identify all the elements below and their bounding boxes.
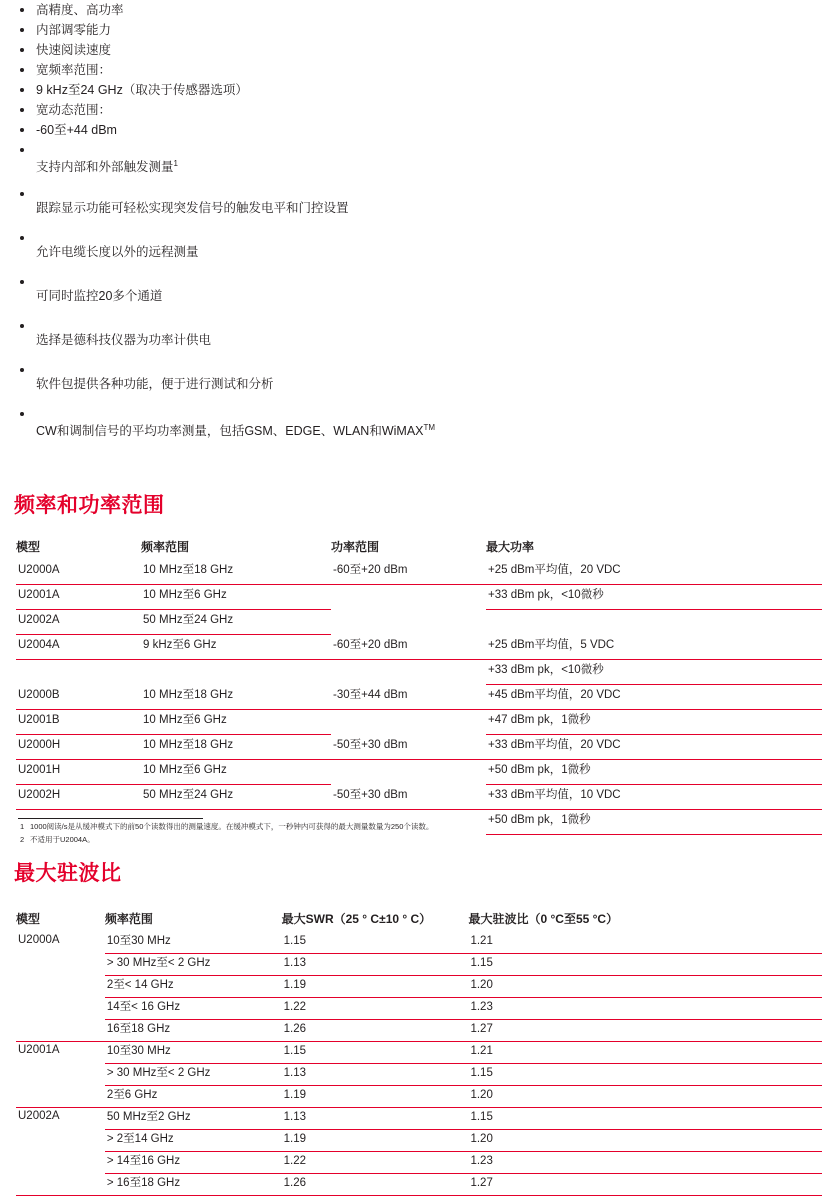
footnote-divider: [18, 818, 203, 819]
column-header: 模型: [16, 912, 41, 926]
table-cell-model: [16, 1020, 105, 1042]
list-item: [18, 0, 808, 20]
table-cell-power: [331, 710, 486, 735]
table-cell-model: [16, 954, 105, 976]
list-item-label: 选择是德科技仪器为功率计供电: [36, 333, 212, 347]
list-item: [18, 40, 808, 60]
table-header-row: [16, 538, 822, 560]
table-cell-power: [331, 760, 486, 785]
list-item-label: 可同时监控20多个通道: [36, 289, 163, 303]
table-cell-model: U2000B: [16, 685, 141, 710]
table-cell-power: -30至+44 dBm: [331, 685, 486, 710]
list-item-label: 9 kHz至24 GHz（取决于传感器选项）: [36, 83, 248, 97]
list-item: [18, 360, 808, 404]
table-row: [16, 932, 822, 954]
footnote-1: 1 1000阅读/s是从缓冲模式下的前50个读数得出的测量速度。在缓冲模式下，一秒钟内可获得的最大测量数量为250个读数。: [20, 822, 434, 831]
frequency-power-table: [16, 538, 822, 835]
table-row: [16, 1020, 822, 1042]
table-row: [16, 785, 822, 810]
table-row: [16, 735, 822, 760]
list-item: [18, 140, 808, 184]
column-header: 模型: [16, 540, 41, 554]
column-header: 频率范围: [141, 540, 190, 554]
table-cell-max: +50 dBm pk，1微秒: [486, 810, 822, 835]
table-row: [16, 1174, 822, 1196]
table-cell-model: U2001A: [16, 585, 141, 610]
table-row: [16, 685, 822, 710]
table-cell-power: -60至+20 dBm: [331, 635, 486, 660]
table-cell-model: [16, 1152, 105, 1174]
table-cell-model: U2001H: [16, 760, 141, 785]
list-item: [18, 80, 808, 100]
table-row: [16, 1130, 822, 1152]
table-row: [16, 1064, 822, 1086]
table-cell-freq: 10 MHz至18 GHz: [141, 685, 331, 710]
table-cell-swr2: 1.15: [468, 1108, 822, 1130]
table-cell-swr: 1.15: [282, 932, 469, 954]
table-row: [16, 998, 822, 1020]
list-item: [18, 60, 808, 80]
column-header: 最大SWR（25 ° C±10 ° C）: [281, 912, 432, 926]
table-cell-swr: 1.26: [282, 1174, 469, 1196]
table-cell-freq: 14至< 16 GHz: [105, 998, 282, 1020]
table-row: [16, 610, 822, 635]
table-cell-freq: 2至6 GHz: [105, 1086, 282, 1108]
table-cell-model: [16, 998, 105, 1020]
table-cell-freq: 50 MHz至24 GHz: [141, 610, 331, 635]
column-header: 最大驻波比（0 °C至55 °C）: [468, 912, 619, 926]
table-cell-power: -60至+20 dBm: [331, 560, 486, 585]
table-cell-model: U2001A: [18, 1044, 60, 1056]
table-cell-swr2: 1.27: [468, 1174, 822, 1196]
table-cell-max: +33 dBm pk，<10微秒: [486, 585, 822, 610]
column-header: 最大功率: [486, 540, 535, 554]
table-row: [16, 560, 822, 585]
list-item-label: CW和调制信号的平均功率测量，包括GSM、EDGE、WLAN和WiMAX™: [36, 423, 436, 439]
table-cell-model: U2004A: [16, 635, 141, 660]
column-header: 频率范围: [104, 912, 153, 926]
table-row: [16, 585, 822, 610]
table-cell-freq: 10 MHz至6 GHz: [141, 710, 331, 735]
table-cell-max: +47 dBm pk，1微秒: [486, 710, 822, 735]
list-item: [18, 20, 808, 40]
table-row: [16, 1042, 822, 1064]
list-item-label: 高精度、高功率: [36, 3, 124, 17]
table-cell-swr2: 1.20: [468, 1130, 822, 1152]
table-cell-swr: 1.26: [282, 1020, 469, 1042]
list-item: [18, 228, 808, 272]
list-item-label: 宽动态范围：: [36, 103, 112, 117]
table-cell-swr: 1.19: [282, 976, 469, 998]
table-cell-freq: 10 MHz至18 GHz: [141, 560, 331, 585]
list-item-label: 快速阅读速度: [36, 43, 112, 57]
table-cell-max: +33 dBm pk，<10微秒: [486, 660, 822, 685]
table-cell-swr: 1.15: [282, 1042, 469, 1064]
list-item: [18, 272, 808, 316]
table-cell-model: U2002H: [16, 785, 141, 810]
table-cell-swr: 1.13: [282, 1108, 469, 1130]
column-header: 功率范围: [331, 540, 380, 554]
list-item: [18, 184, 808, 228]
list-item-label: 允许电缆长度以外的远程测量: [36, 245, 199, 259]
table-cell-model: [16, 1130, 105, 1152]
section-title-max-swr: 最大驻波比: [14, 862, 122, 885]
list-item: [18, 120, 808, 140]
table-row: [16, 1152, 822, 1174]
table-cell-max: +45 dBm平均值，20 VDC: [486, 685, 822, 710]
table-cell-max: +33 dBm平均值，20 VDC: [486, 735, 822, 760]
table-row: [16, 976, 822, 998]
list-item-label: 支持内部和外部触发测量$^1$: [36, 159, 178, 175]
table-cell-swr: 1.13: [282, 954, 469, 976]
table-cell-power: -50至+30 dBm: [331, 735, 486, 760]
table-cell-freq: 50 MHz至24 GHz: [141, 785, 331, 810]
table-cell-freq: > 2至14 GHz: [105, 1130, 282, 1152]
table-row: [16, 1086, 822, 1108]
table-cell-freq: 10至30 MHz: [105, 1042, 282, 1064]
table-cell-swr2: 1.15: [468, 954, 822, 976]
table-cell-model: [16, 1174, 105, 1196]
table-cell-power: [331, 610, 486, 635]
table-cell-freq: > 30 MHz至< 2 GHz: [105, 954, 282, 976]
table-cell-model: [16, 660, 141, 685]
table-cell-max: +33 dBm平均值，10 VDC: [486, 785, 822, 810]
table-cell-freq: 10至30 MHz: [105, 932, 282, 954]
table-cell-model: [16, 1064, 105, 1086]
table-cell-max: +25 dBm平均值，20 VDC: [486, 560, 822, 585]
table-cell-swr: 1.22: [282, 1152, 469, 1174]
list-item-label: 软件包提供各种功能，便于进行测试和分析: [36, 377, 274, 391]
table-cell-model: [16, 1086, 105, 1108]
max-swr-table: [16, 910, 822, 1196]
table-cell-model: U2000A: [18, 934, 60, 946]
list-item: [18, 316, 808, 360]
table-cell-swr2: 1.23: [468, 998, 822, 1020]
table-cell-freq: 10 MHz至6 GHz: [141, 760, 331, 785]
list-item: [18, 404, 808, 448]
table-row: [16, 954, 822, 976]
table-cell-max: +25 dBm平均值，5 VDC: [486, 635, 822, 660]
table-cell-freq: 16至18 GHz: [105, 1020, 282, 1042]
list-item: [18, 100, 808, 120]
table-cell-power: [331, 585, 486, 610]
table-cell-model: U2002A: [16, 610, 141, 635]
table-cell-power: -50至+30 dBm: [331, 785, 486, 810]
table-cell-max: [486, 610, 822, 635]
table-cell-power: [331, 660, 486, 685]
list-item-label: 跟踪显示功能可轻松实现突发信号的触发电平和门控设置: [36, 201, 349, 215]
table-row: [16, 660, 822, 685]
footnote-marker: 2: [20, 835, 25, 844]
table-cell-swr2: 1.20: [468, 976, 822, 998]
table-cell-swr2: 1.23: [468, 1152, 822, 1174]
table-cell-swr2: 1.20: [468, 1086, 822, 1108]
table-cell-freq: > 30 MHz至< 2 GHz: [105, 1064, 282, 1086]
table-cell-swr: 1.22: [282, 998, 469, 1020]
table-cell-freq: 10 MHz至6 GHz: [141, 585, 331, 610]
table-cell-freq: 50 MHz至2 GHz: [105, 1108, 282, 1130]
table-cell-freq: [141, 660, 331, 685]
list-item-label: 内部调零能力: [36, 23, 112, 37]
table-header-row: [16, 910, 822, 932]
table-cell-swr2: 1.15: [468, 1064, 822, 1086]
table-cell-freq: 2至< 14 GHz: [105, 976, 282, 998]
table-cell-max: +50 dBm pk，1微秒: [486, 760, 822, 785]
feature-bullet-list: [18, 0, 808, 448]
table-cell-swr: 1.19: [282, 1086, 469, 1108]
table-cell-freq: > 14至16 GHz: [105, 1152, 282, 1174]
table-cell-swr2: 1.21: [468, 932, 822, 954]
table-row: [16, 1108, 822, 1130]
table-cell-freq: 9 kHz至6 GHz: [141, 635, 331, 660]
section-title-frequency-power: 频率和功率范围: [14, 494, 165, 517]
table-cell-model: U2000A: [16, 560, 141, 585]
table-row: [16, 760, 822, 785]
table-cell-model: U2002A: [18, 1110, 60, 1122]
footnote-2: 2 不适用于U2004A。: [20, 835, 95, 844]
table-cell-model: U2001B: [16, 710, 141, 735]
table-cell-model: [16, 976, 105, 998]
table-cell-swr: 1.19: [282, 1130, 469, 1152]
table-row: [16, 635, 822, 660]
table-row: [16, 710, 822, 735]
table-cell-swr2: 1.21: [468, 1042, 822, 1064]
table-cell-freq: > 16至18 GHz: [105, 1174, 282, 1196]
table-cell-swr: 1.13: [282, 1064, 469, 1086]
table-cell-model: U2000H: [16, 735, 141, 760]
table-cell-freq: 10 MHz至18 GHz: [141, 735, 331, 760]
table-cell-swr2: 1.27: [468, 1020, 822, 1042]
list-item-label: 宽频率范围：: [36, 63, 112, 77]
footnote-marker: 1: [20, 822, 25, 831]
list-item-label: -60至+44 dBm: [36, 123, 117, 137]
